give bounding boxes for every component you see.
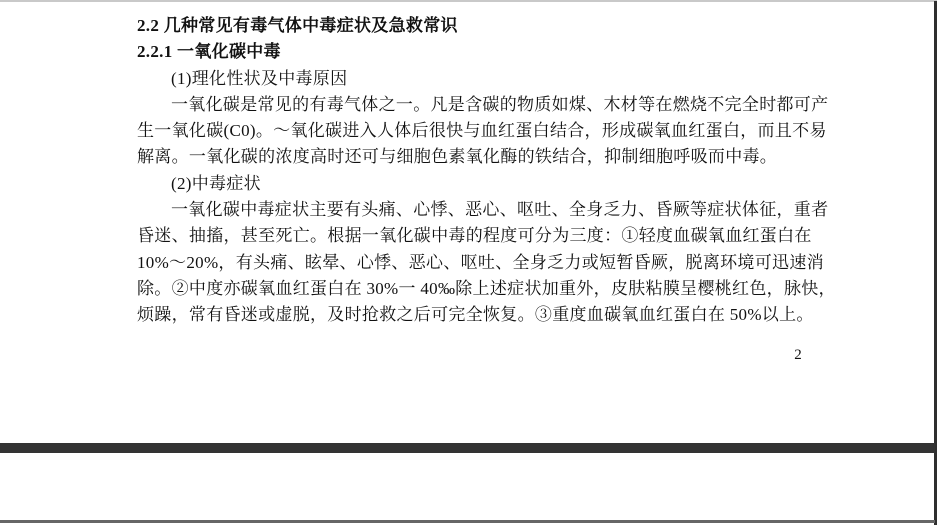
subheading-2: (2)中毒症状 bbox=[171, 173, 261, 193]
page-bottom-edge-divider bbox=[0, 443, 935, 453]
window-top-border bbox=[0, 0, 937, 2]
paragraph-2-line-4: 除。②中度亦碳氧血红蛋白在 30%一 40‰除上述症状加重外，皮肤粘膜呈樱桃红色，脉快， bbox=[137, 278, 836, 298]
paragraph-2-line-3: 10%～20%，有头痛、眩晕、心悸、恶心、呕吐、全身乏力或短暂昏厥，脱离环境可迅速消 bbox=[137, 252, 824, 272]
paragraph-2-line-2: 昏迷、抽搐，甚至死亡。根据一氧化碳中毒的程度可分为三度：①轻度血碳氧血红蛋白在 bbox=[137, 226, 812, 246]
section-heading-2-2: 2.2 几种常见有毒气体中毒症状及急救常识 bbox=[137, 16, 458, 35]
page-number: 2 bbox=[794, 347, 802, 363]
paragraph-2-line-1: 一氧化碳中毒症状主要有头痛、心悸、恶心、呕吐、全身乏力、昏厥等症状体征，重者 bbox=[171, 200, 829, 220]
paragraph-1-line-3: 解离。一氧化碳的浓度高时还可与细胞色素氧化酶的铁结合，抑制细胞呼吸而中毒。 bbox=[137, 147, 778, 167]
page-text-block bbox=[137, 13, 836, 329]
subheading-1: (1)理化性状及中毒原因 bbox=[171, 68, 348, 88]
section-heading-2-2-1: 2.2.1 一氧化碳中毒 bbox=[137, 42, 281, 62]
paragraph-1-line-2: 生一氧化碳(C0)。～氧化碳进入人体后很快与血红蛋白结合，形成碳氧血红蛋白，而且不易 bbox=[137, 121, 827, 141]
paragraph-1-line-1: 一氧化碳是常见的有毒气体之一。凡是含碳的物质如煤、木材等在燃烧不完全时都可产 bbox=[171, 94, 829, 114]
paragraph-2-line-5: 烦躁，常有昏迷或虚脱，及时抢救之后可完全恢复。③重度血碳氧血红蛋白在 50%以上。 bbox=[137, 305, 814, 325]
next-page-edge-divider bbox=[0, 520, 935, 523]
